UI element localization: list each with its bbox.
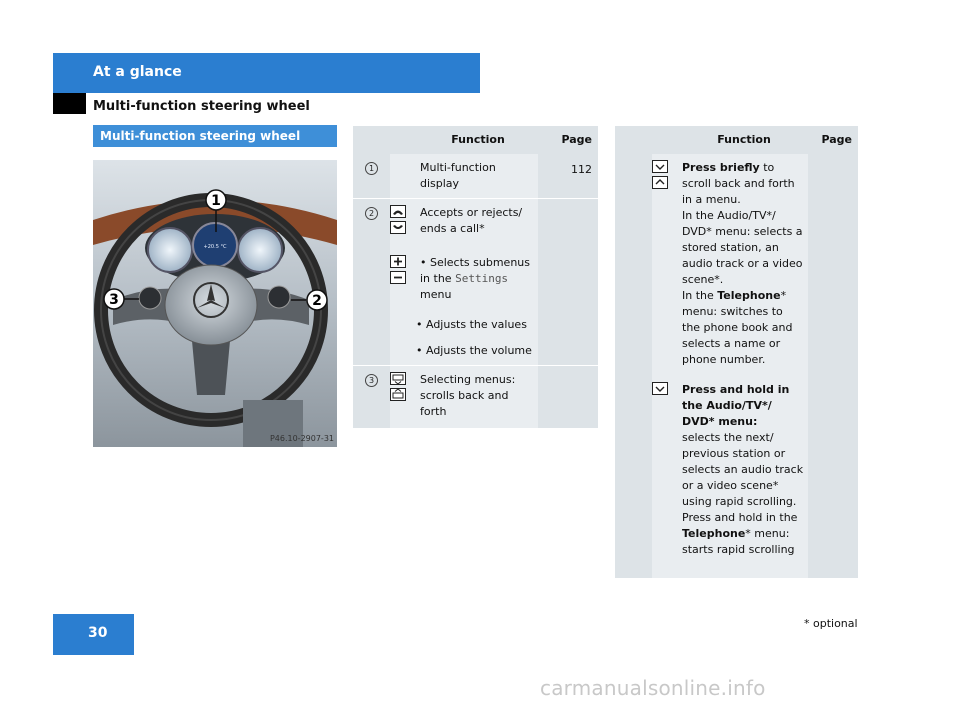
phone-reject-icon — [390, 221, 406, 234]
plus-key-icon — [390, 255, 406, 268]
menu-back-icon — [390, 372, 406, 385]
header-icon — [390, 126, 418, 154]
row-number: 2 — [365, 207, 378, 220]
table-row — [353, 199, 598, 366]
function-text: Press and hold in the Telephone* menu: starts rapid scrolling — [682, 511, 798, 556]
function-text: Multi-function display — [420, 161, 496, 190]
scroll-down-key-icon — [652, 176, 668, 189]
figure-heading: Multi-function steering wheel — [100, 129, 301, 143]
function-text: Accepts or rejects/ ends a call* — [420, 206, 523, 235]
table-row — [615, 154, 858, 579]
header-marker — [53, 93, 86, 114]
minus-key-icon — [390, 271, 406, 284]
steering-wheel-illustration — [93, 160, 337, 447]
header-num — [353, 126, 390, 154]
menu-forward-icon — [390, 388, 406, 401]
optional-note: * optional — [804, 617, 858, 630]
function-text: • Selects submenus in the Settings menu — [420, 256, 530, 301]
page-number: 30 — [88, 625, 108, 641]
callout-2: 2 — [312, 293, 322, 309]
header-page: Page — [538, 126, 598, 154]
steering-wheel-photo — [93, 160, 337, 447]
row-number: 3 — [365, 374, 378, 387]
phone-accept-icon — [390, 205, 406, 218]
page-number-box — [53, 614, 134, 655]
scroll-up-key-icon — [652, 160, 668, 173]
table-row — [353, 366, 598, 429]
function-text: Press briefly to scroll back and forth in a menu. — [682, 161, 795, 206]
function-text: Selecting menus: scrolls back and forth — [420, 373, 516, 418]
header-page: Page — [808, 126, 858, 154]
section-header-bar — [53, 53, 480, 93]
function-text: selects the next/ previous station or selects an audio track or a video scene* using rapid scrolling. — [682, 431, 804, 508]
hold-key-icon — [652, 382, 668, 395]
figure-heading-bar — [93, 125, 337, 147]
menu-code: Settings — [455, 272, 509, 285]
function-text: In the Telephone* menu: switches to the phone book and selects a name or phone number. — [682, 289, 793, 366]
table-row — [353, 154, 598, 199]
row-number: 1 — [365, 162, 378, 175]
function-text: In the Audio/TV*/ DVD* menu: selects a stored station, an audio track or a video scene*. — [682, 209, 803, 286]
callout-3: 3 — [109, 292, 119, 308]
header-icon — [652, 126, 680, 154]
page-subtitle: Multi-function steering wheel — [93, 99, 310, 114]
header-function: Function — [680, 126, 808, 154]
function-text: Press and hold in the Audio/TV*/ DVD* menu: — [682, 383, 790, 428]
function-text: • Adjusts the volume — [416, 344, 532, 357]
header-function: Function — [418, 126, 538, 154]
callout-1: 1 — [211, 193, 221, 209]
function-table-right — [615, 126, 858, 579]
table-header-row — [353, 126, 598, 154]
page-ref: 112 — [571, 163, 592, 176]
section-title: At a glance — [93, 64, 182, 80]
function-text: • Adjusts the values — [416, 318, 527, 331]
display-readout: +20.5 °C — [203, 244, 227, 250]
table-header-row — [615, 126, 858, 154]
watermark: carmanualsonline.info — [540, 676, 766, 700]
header-num — [615, 126, 652, 154]
figure-code: P46.10-2907-31 — [269, 434, 334, 443]
function-table-left — [353, 126, 598, 429]
